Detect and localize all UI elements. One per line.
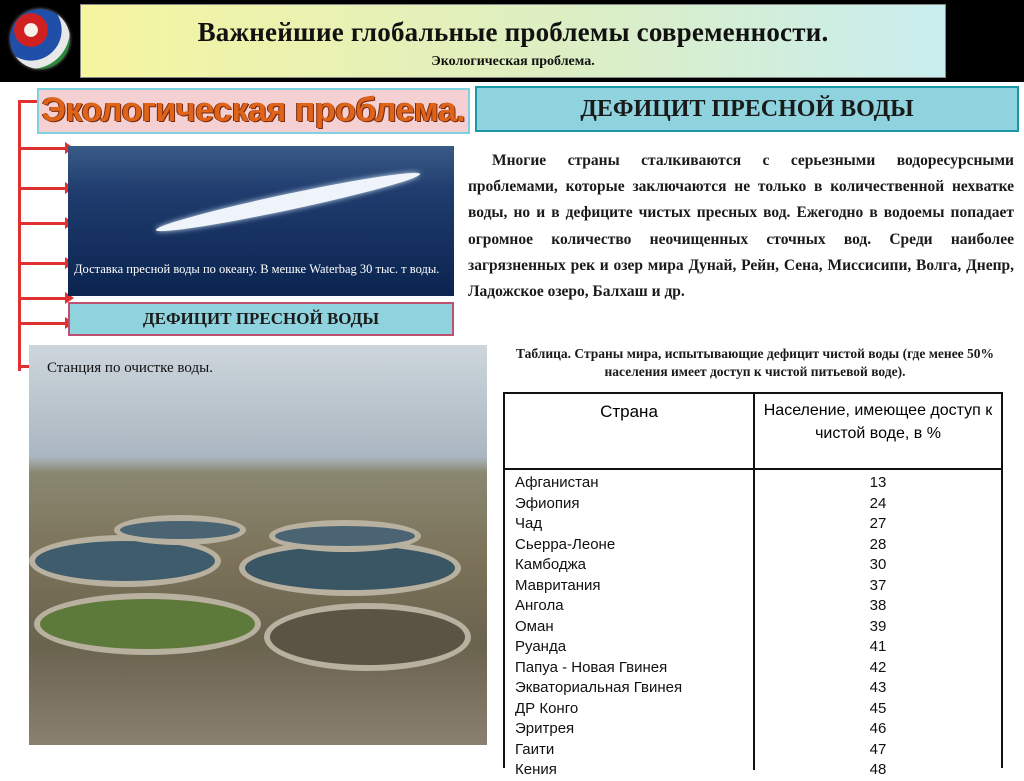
page-title: Важнейшие глобальные проблемы современности. (197, 17, 829, 47)
red-bracket-line (18, 100, 41, 371)
settling-tank (114, 515, 246, 545)
arrow-icon (20, 147, 66, 150)
water-treatment-station-photo (29, 345, 487, 745)
table-cell-country: Эритрея (515, 720, 575, 737)
table-cell-value: 38 (869, 597, 887, 614)
table-cell-country: Ангола (515, 597, 564, 614)
table-cell-value: 41 (869, 638, 887, 655)
description-paragraph: Многие страны сталкиваются с серьезными водоресурсными проблемами, которые заключаются не только в количественной нехватке воды, но и в дефиците чистых пресных вод. Ежегодно в водоемы попадает огромное количество неочищенных сточных вод. Среди наиболее загрязненных рек и озер мира Дунай, Рейн, Сена, Миссисипи, Волга, Днепр, Ладожское озеро, Балхаш и др. (468, 152, 1014, 301)
table-cell-country: Афганистан (515, 474, 599, 491)
table-cell-country: Руанда (515, 638, 567, 655)
fresh-water-deficit-heading: ДЕФИЦИТ ПРЕСНОЙ ВОДЫ (475, 86, 1019, 132)
column-header-country: Страна (505, 394, 755, 470)
table-cell-country: Чад (515, 515, 543, 532)
waterbag-shape (154, 166, 421, 238)
table-cell-country: Эфиопия (515, 494, 580, 512)
table-cell-value: 13 (869, 474, 887, 491)
table-cell-country: Гаити (515, 740, 555, 758)
table-cell-value: 48 (869, 761, 887, 778)
arrow-icon (20, 262, 66, 265)
settling-tank (264, 603, 471, 671)
table-cell-country: Мавритания (515, 576, 601, 594)
table-cell-value: 30 (869, 556, 887, 573)
header-bar (0, 0, 1024, 82)
page-subtitle: Экологическая проблема. (431, 54, 595, 69)
column-header-access: Население, имеющее доступ к чистой воде, в % (755, 394, 1001, 470)
table-cell-value: 27 (869, 515, 887, 532)
arrow-icon (20, 187, 66, 190)
table-cell-country: Экваториальная Гвинея (515, 679, 683, 696)
table-cell-value: 42 (869, 658, 887, 676)
arrow-icon (20, 297, 66, 300)
table-cell-value: 39 (869, 617, 887, 635)
fresh-water-deficit-label: ДЕФИЦИТ ПРЕСНОЙ ВОДЫ (68, 302, 454, 336)
table-cell-value: 45 (869, 699, 887, 717)
arrow-icon (20, 222, 66, 225)
globe-flags-icon (10, 9, 70, 69)
table-cell-country: Кения (515, 761, 557, 778)
ocean-photo-caption: Доставка пресной воды по океану. В мешке Waterbag 30 тыс. т воды. (74, 262, 440, 276)
table-cell-value: 28 (869, 535, 887, 553)
table-cell-country: Папуа - Новая Гвинея (515, 658, 668, 676)
table-cell-country: Камбоджа (515, 556, 586, 573)
table-cell-country: Сьерра-Леоне (515, 535, 616, 553)
table-cell-value: 24 (869, 494, 887, 512)
title-box (80, 4, 946, 78)
table-cell-value: 43 (869, 679, 887, 696)
table-caption: Таблица. Страны мира, испытывающие дефицит чистой воды (где менее 50% населения имеет доступ к чистой питьевой воде). (515, 346, 995, 379)
access-column (755, 470, 1001, 778)
table-cell-value: 46 (869, 720, 887, 737)
table-cell-value: 37 (869, 576, 887, 594)
table-cell-value: 47 (869, 740, 887, 758)
ecology-problem-label: Экологическая проблема. (37, 88, 470, 134)
settling-tank (34, 593, 261, 655)
station-photo-caption: Станция по очистке воды. (47, 360, 213, 376)
arrow-icon (20, 322, 66, 325)
table-cell-country: ДР Конго (515, 699, 579, 717)
table-cell-country: Оман (515, 617, 554, 635)
water-access-table (503, 392, 1003, 778)
settling-tank (269, 520, 421, 552)
country-column (505, 470, 755, 778)
